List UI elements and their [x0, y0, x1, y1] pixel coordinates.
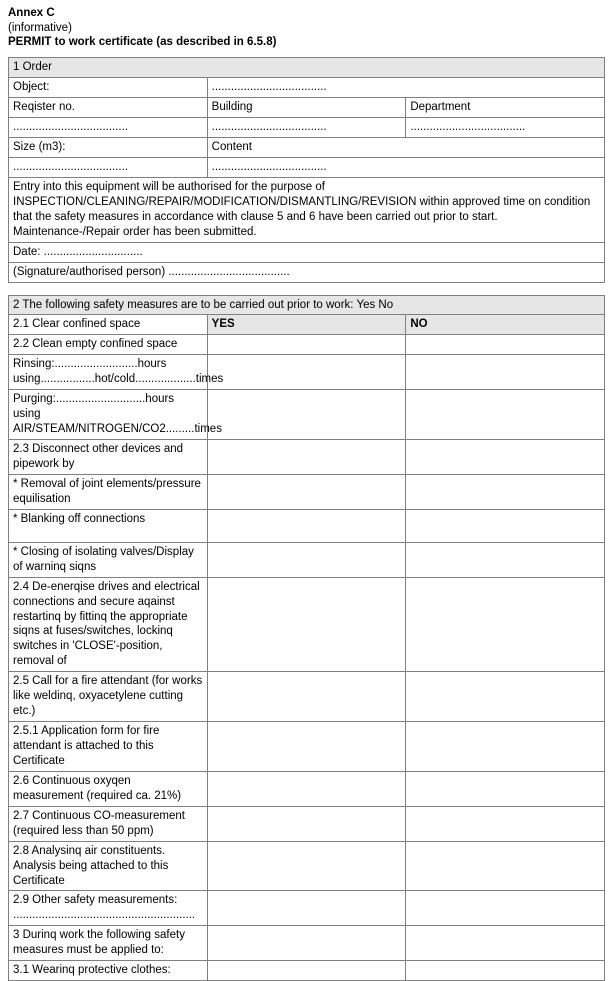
section-2-safety-measures-table — [8, 295, 605, 981]
building-label: Building — [207, 98, 406, 118]
table-row — [9, 474, 605, 509]
authorisation-paragraph-row — [9, 177, 605, 242]
table-row — [9, 672, 605, 722]
section-1-order-table — [8, 57, 605, 282]
yes-cell[interactable] — [207, 891, 406, 926]
date-line[interactable]: Date: ............................... — [9, 242, 605, 262]
yes-cell[interactable] — [207, 771, 406, 806]
signature-row — [9, 262, 605, 282]
department-value[interactable]: .................................... — [406, 117, 605, 137]
content-value[interactable]: .................................... — [207, 157, 604, 177]
measure-text: 3 Durinq work the following safety measures must be applied to: — [9, 926, 208, 961]
yes-cell[interactable] — [207, 474, 406, 509]
yes-cell[interactable] — [207, 542, 406, 577]
no-cell[interactable] — [406, 335, 605, 355]
yes-cell[interactable] — [207, 390, 406, 440]
section-1-heading: 1 Order — [9, 58, 605, 78]
page-title: PERMIT to work certificate (as described in 6.5.8) — [8, 36, 277, 49]
measure-text: 3.1 Wearinq protective clothes: — [9, 961, 208, 981]
measure-text: * Blanking off connections — [9, 509, 208, 542]
measure-text: 2.2 Clean empty confined space — [9, 335, 208, 355]
no-cell[interactable] — [406, 672, 605, 722]
measure-text: * Removal of joint elements/pressure equilisation — [9, 474, 208, 509]
size-content-values-row — [9, 157, 605, 177]
no-cell[interactable] — [406, 509, 605, 542]
no-cell[interactable] — [406, 806, 605, 841]
table-row — [9, 440, 605, 475]
section-2-heading-row — [9, 295, 605, 315]
yes-cell[interactable] — [207, 672, 406, 722]
measure-text: Purging:............................hours using AIR/STEAM/NITROGEN/CO2.........times — [9, 390, 208, 440]
no-cell[interactable] — [406, 891, 605, 926]
table-row — [9, 891, 605, 926]
table-row — [9, 577, 605, 672]
measure-text: 2.9 Other safety measurements: ......................................................... — [9, 891, 208, 926]
column-header-yes: YES — [207, 315, 406, 335]
building-value[interactable]: .................................... — [207, 117, 406, 137]
table-row — [9, 509, 605, 542]
table-row — [9, 355, 605, 390]
table-row — [9, 722, 605, 772]
no-cell[interactable] — [406, 926, 605, 961]
informative-label: (informative) — [8, 21, 72, 34]
section-1-heading-row — [9, 58, 605, 78]
table-row — [9, 806, 605, 841]
yes-cell[interactable] — [207, 335, 406, 355]
measure-text: 2.4 De-enerqise drives and electrical connections and secure aqainst restartinq by fittinq the appropriate siqns at fuses/switches, lockinq switches in 'CLOSE'-position, removal of — [9, 577, 208, 672]
yes-cell[interactable] — [207, 841, 406, 891]
measure-text: 2.8 Analysinq air constituents. Analysis being attached to this Certificate — [9, 841, 208, 891]
yes-cell[interactable] — [207, 806, 406, 841]
register-building-department-values-row — [9, 117, 605, 137]
table-row — [9, 315, 605, 335]
measure-text: 2.7 Continuous CO-measurement (required less than 50 ppm) — [9, 806, 208, 841]
yes-cell[interactable] — [207, 926, 406, 961]
table-row — [9, 390, 605, 440]
table-row — [9, 841, 605, 891]
no-cell[interactable] — [406, 440, 605, 475]
no-cell[interactable] — [406, 961, 605, 981]
no-cell[interactable] — [406, 841, 605, 891]
register-building-department-row — [9, 98, 605, 118]
yes-cell[interactable] — [207, 722, 406, 772]
table-row — [9, 542, 605, 577]
no-cell[interactable] — [406, 390, 605, 440]
measure-text: Rinsing:..........................hours using.................hot/cold...................times — [9, 355, 208, 390]
section-2-heading: 2 The following safety measures are to be carried out prior to work: Yes No — [9, 295, 605, 315]
register-label: Reqister no. — [9, 98, 208, 118]
no-cell[interactable] — [406, 771, 605, 806]
table-row — [9, 335, 605, 355]
measure-text: * Closing of isolating valves/Display of warninq siqns — [9, 542, 208, 577]
yes-cell[interactable] — [207, 577, 406, 672]
size-content-row — [9, 137, 605, 157]
no-cell[interactable] — [406, 577, 605, 672]
signature-line[interactable]: (Signature/authorised person) ...................................... — [9, 262, 605, 282]
measure-text: 2.6 Continuous oxyqen measurement (required ca. 21%) — [9, 771, 208, 806]
yes-cell[interactable] — [207, 355, 406, 390]
measure-text: 2.1 Clear confined space — [9, 315, 208, 335]
no-cell[interactable] — [406, 355, 605, 390]
authorisation-paragraph: Entry into this equipment will be authorised for the purpose of INSPECTION/CLEANING/REPAIR/MODIFICATION/DISMANTLING/REVISION within approved time on condition that the safety measures in accordance with clause 5 and 6 have been carried out prior to start. Maintenance-/Repair order has been submitted. — [9, 177, 605, 242]
content-label: Content — [207, 137, 604, 157]
table-row — [9, 771, 605, 806]
document-header — [8, 6, 605, 50]
no-cell[interactable] — [406, 474, 605, 509]
object-label: Object: — [9, 78, 208, 98]
size-label: Size (m3): — [9, 137, 208, 157]
column-header-no: NO — [406, 315, 605, 335]
measure-text: 2.5 Call for a fire attendant (for works like weldinq, oxyacetylene cutting etc.) — [9, 672, 208, 722]
register-value[interactable]: .................................... — [9, 117, 208, 137]
yes-cell[interactable] — [207, 440, 406, 475]
yes-cell[interactable] — [207, 509, 406, 542]
object-value[interactable]: .................................... — [207, 78, 604, 98]
object-row — [9, 78, 605, 98]
date-row — [9, 242, 605, 262]
yes-cell[interactable] — [207, 961, 406, 981]
no-cell[interactable] — [406, 542, 605, 577]
measure-text: 2.3 Disconnect other devices and pipework by — [9, 440, 208, 475]
size-value[interactable]: .................................... — [9, 157, 208, 177]
no-cell[interactable] — [406, 722, 605, 772]
section-divider — [8, 283, 605, 295]
department-label: Department — [406, 98, 605, 118]
table-row — [9, 926, 605, 961]
annex-label: Annex C — [8, 7, 55, 19]
measure-text: 2.5.1 Application form for fire attendant is attached to this Certificate — [9, 722, 208, 772]
table-row — [9, 961, 605, 981]
